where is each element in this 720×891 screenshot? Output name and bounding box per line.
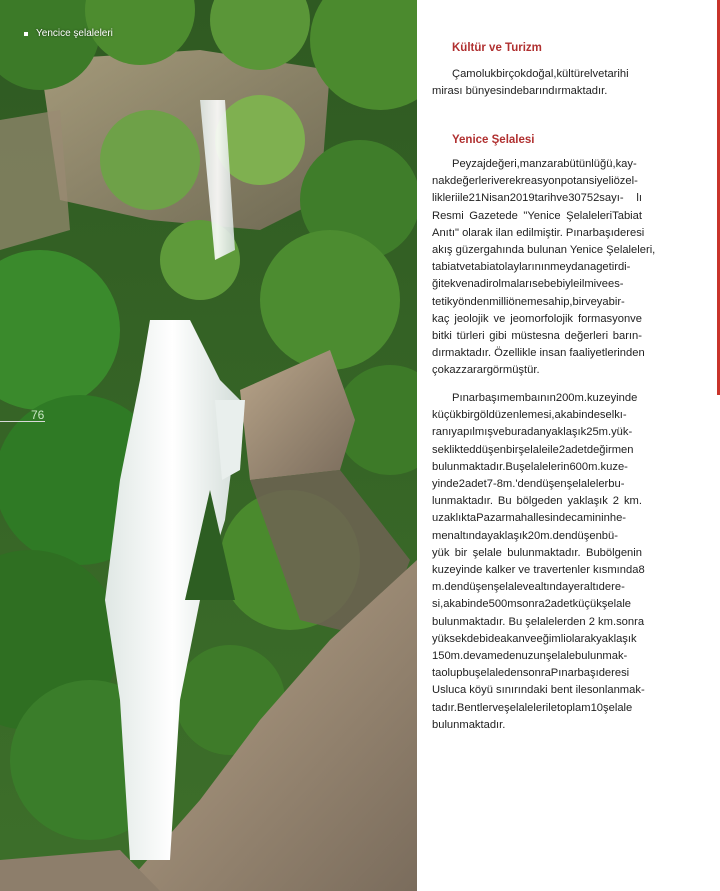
text-line: taolupbuşelaledensonraPınarbaşıderesi — [432, 667, 630, 680]
page-number: 76 — [31, 408, 45, 422]
text-line: küçükbirgöldüzenlemesi,akabindeselkı- — [432, 409, 627, 422]
text-line: akış güzergahında bulunan Yenice Şelaleleri, — [432, 244, 656, 257]
paragraph-culture — [432, 66, 642, 100]
text-line: bulunmaktadır. — [432, 718, 506, 731]
text-line: yinde2adet7-8m.'dendüşenşelalelerbu- — [432, 478, 625, 491]
text-line: Resmi Gazetede "Yenice ŞelaleleriTabiat — [432, 209, 642, 222]
text-line: tetikyöndenmilliönemesahip,birveyabir- — [432, 295, 625, 308]
text-line: kuzeyinde kalker ve travertenler kısmında8 — [432, 564, 645, 577]
text-line: Anıtı" olarak ilan edilmiştir. Pınarbaşıderesi — [432, 226, 645, 239]
text-line: Peyzajdeğeri,manzarabütünlüğü,kay- — [452, 158, 637, 170]
text-line: tadır.Bentlerveşelaleleriletoplam10şelale — [432, 701, 633, 714]
text-line: nakdeğerleriverekreasyonpotansiyeliözel- — [432, 175, 638, 188]
text-line: tabiatvetabiatolaylarınınmeydanagetirdi- — [432, 261, 631, 274]
text-line: dırmaktadır. Özellikle insan faaliyetlerinden — [432, 347, 645, 360]
text-line: yük bir şelale bulunmaktadır. Bubölgenin — [432, 546, 642, 559]
caption-text: Yencice şelaleleri — [36, 28, 113, 39]
paragraph-waterfall-1 — [432, 156, 656, 380]
text-column — [432, 0, 656, 891]
section-heading-culture: Kültür ve Turizm — [452, 42, 542, 54]
text-line: ranıyapılmışveburadanyaklaşık25m.yük- — [432, 426, 633, 439]
text-line: Çamolukbirçokdoğal,kültürelvetarihi — [452, 68, 629, 80]
text-line: 150m.devamedenuzunşelalebulunmak- — [432, 650, 628, 663]
section-heading-waterfall: Yenice Şelalesi — [452, 134, 535, 146]
text-line: seklikteddüşenbirşelaleile2adetdeğirmen — [432, 443, 634, 456]
text-line: si,akabinde500msonra2adetküçükşelale — [432, 598, 632, 611]
text-line: yüksekdebideakanveeğimliolarakyaklaşık — [432, 632, 637, 645]
text-line: bulunmaktadır.Buşelalelerin600m.kuze- — [432, 460, 628, 473]
paragraph-waterfall-2 — [432, 390, 645, 734]
text-line: m.dendüşenşelalevealtındayeraltıdere- — [432, 581, 625, 594]
text-line: mirası bünyesindebarındırmaktadır. — [432, 85, 608, 98]
text-line: ğitekvenadirolmalarısebebiyleilmivees- — [432, 278, 624, 291]
text-line: likleriile21Nisan2019tarihve30752sayı- lı — [432, 192, 642, 205]
caption-bullet — [24, 32, 28, 36]
left-rock — [0, 110, 70, 250]
text-line: bulunmaktadır. Bu şelalelerden 2 km.sonra — [432, 615, 645, 628]
photo-caption — [24, 28, 113, 39]
text-line: çokazzarargörmüştür. — [432, 364, 540, 377]
text-line: kaç jeolojik ve jeomorfolojik formasyonve — [432, 312, 642, 325]
text-line: uzaklıktaPazarmahallesindecamininhe- — [432, 512, 627, 525]
text-line: Pınarbaşımembaının200m.kuzeyinde — [452, 392, 638, 404]
text-line: menaltındayaklaşık20m.dendüşenbü- — [432, 529, 618, 542]
text-line: Usluca köyü sınırındaki bent ilesonlanmak- — [432, 684, 645, 697]
text-line: lunmaktadır. Bu bölgeden yaklaşık 2 km. — [432, 495, 642, 508]
text-line: bitki türleri gibi müstesna değerleri barın- — [432, 330, 642, 343]
